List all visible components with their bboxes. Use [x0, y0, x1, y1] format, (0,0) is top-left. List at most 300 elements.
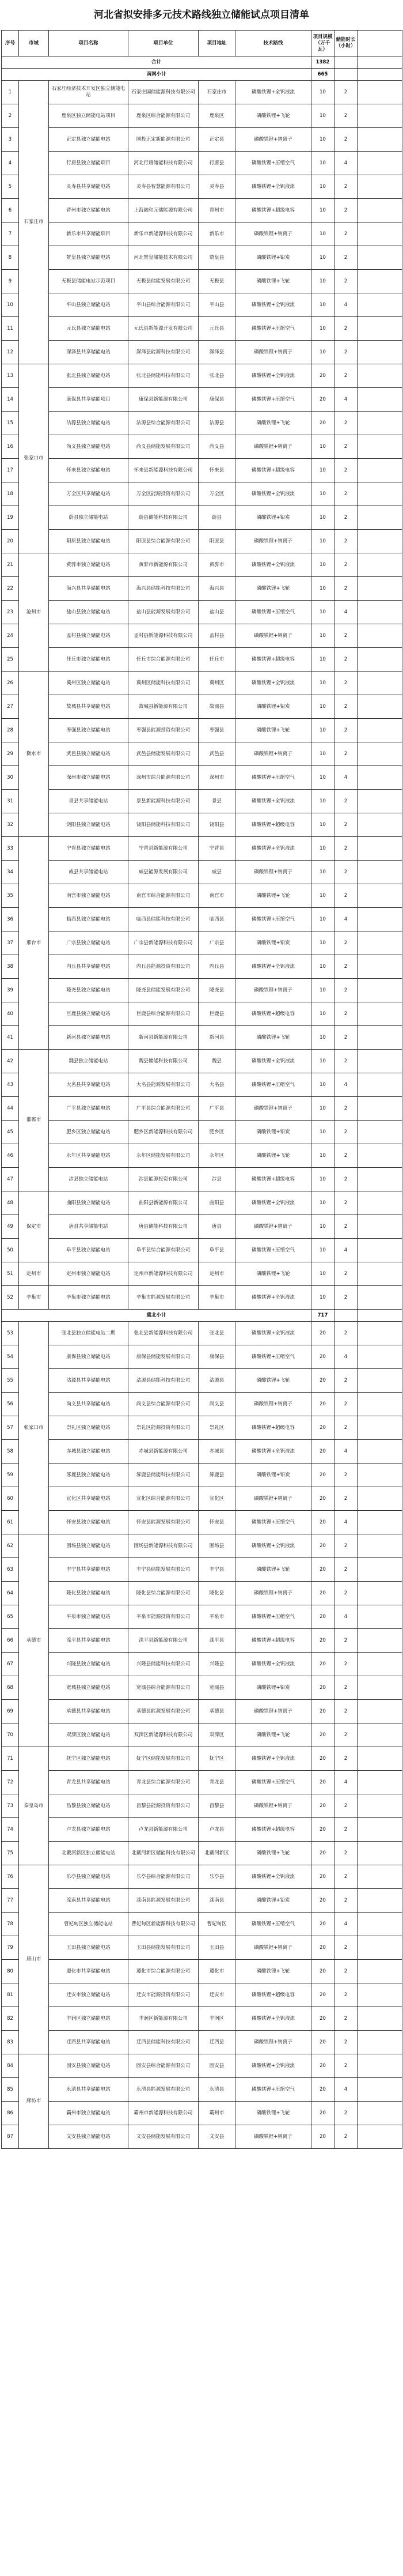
cell-project-name: 丰宁县共享储能电站: [49, 1558, 128, 1582]
cell-blank: [358, 2102, 402, 2125]
cell-tech: 磷酸铁锂+压缩空气: [235, 1073, 311, 1097]
cell-project-name: 蔚县独立储能电站: [49, 506, 128, 530]
cell-project-name: 沽源县共享储能电站: [49, 1369, 128, 1393]
cell-tech: 磷酸铁锂+飞轮: [235, 1558, 311, 1582]
cell-owner: 承德县能源发展有限公司: [128, 1700, 199, 1723]
table-row: [2, 1794, 402, 1818]
table-row: [2, 104, 402, 128]
cell-blank: [358, 695, 402, 719]
cell-tech: 磷酸铁锂+钠离子: [235, 1487, 311, 1511]
cell-duration: 2: [334, 1936, 358, 1960]
cell-location: 冀州区: [199, 672, 235, 695]
cell-owner: 涉县能源投资有限公司: [128, 1168, 199, 1191]
cell-no: 84: [2, 2054, 19, 2078]
cell-owner: 丰宁县储能发展有限公司: [128, 1558, 199, 1582]
cell-blank: [358, 1842, 402, 1865]
cell-duration: 2: [334, 742, 358, 766]
table-row: [2, 293, 402, 317]
cell-owner: 饶阳县储能科技有限公司: [128, 813, 199, 837]
table-row: [2, 459, 402, 482]
cell-owner: 双滦区新能源科技有限公司: [128, 1723, 199, 1747]
cell-project-name: 任丘市独立储能电站: [49, 648, 128, 672]
cell-tech: 磷酸铁锂+铅炭: [235, 1121, 311, 1144]
cell-project-name: 南宫市独立储能电站: [49, 884, 128, 908]
table-row: [2, 837, 402, 861]
cell-scale: 10: [311, 1286, 334, 1310]
cell-scale: 20: [311, 1676, 334, 1700]
cell-owner: 河北赞皇储能技术有限公司: [128, 246, 199, 270]
cell-project-name: 深泽县共享储能电站: [49, 341, 128, 364]
cell-tech: 磷酸铁锂+钠离子: [235, 624, 311, 648]
cell-location: 兴隆县: [199, 1653, 235, 1676]
subtotal-blank: [334, 69, 358, 81]
cell-scale: 10: [311, 1239, 334, 1262]
cell-no: 68: [2, 1676, 19, 1700]
cell-scale: 10: [311, 293, 334, 317]
cell-project-name: 新河县独立储能电站: [49, 1026, 128, 1050]
cell-location: 沽源县: [199, 412, 235, 435]
cell-duration: 2: [334, 2125, 358, 2149]
cell-scale: 20: [311, 1865, 334, 1889]
cell-scale: 10: [311, 104, 334, 128]
cell-location: 万全区: [199, 482, 235, 506]
cell-duration: 2: [334, 861, 358, 884]
table-row: [2, 2102, 402, 2125]
cell-duration: 2: [334, 1097, 358, 1121]
cell-no: 58: [2, 1440, 19, 1464]
cell-project-name: 霸州市独立储能电站: [49, 2102, 128, 2125]
cell-owner: 青龙县综合能源有限公司: [128, 1771, 199, 1794]
cell-project-name: 玉田县独立储能电站: [49, 1936, 128, 1960]
cell-blank: [358, 908, 402, 931]
cell-location: 沽源县: [199, 1369, 235, 1393]
cell-blank: [358, 246, 402, 270]
table-row: [2, 1215, 402, 1239]
subtotal-row-north: [2, 1310, 402, 1322]
table-row: [2, 246, 402, 270]
header-scale: 项目规模（万千瓦）: [311, 31, 334, 56]
cell-location: 怀来县: [199, 459, 235, 482]
cell-scale: 20: [311, 1511, 334, 1534]
cell-tech: 磷酸铁锂+飞轮: [235, 412, 311, 435]
table-row: [2, 175, 402, 199]
cell-owner: 临西县储能科技有限公司: [128, 908, 199, 931]
cell-duration: 2: [334, 1026, 358, 1050]
cell-duration: 2: [334, 931, 358, 955]
cell-duration: 2: [334, 1215, 358, 1239]
cell-location: 康保县: [199, 1345, 235, 1369]
cell-blank: [358, 2031, 402, 2054]
table-row: [2, 2125, 402, 2149]
cell-blank: [358, 1534, 402, 1558]
cell-scale: 20: [311, 1416, 334, 1440]
cell-tech: 磷酸铁锂+铅炭: [235, 1464, 311, 1487]
table-row: [2, 341, 402, 364]
cell-scale: 20: [311, 1393, 334, 1416]
cell-owner: 张北县新能源科技有限公司: [128, 1322, 199, 1345]
table-row: [2, 1191, 402, 1215]
cell-location: 新河县: [199, 1026, 235, 1050]
cell-blank: [358, 553, 402, 577]
cell-no: 27: [2, 695, 19, 719]
cell-tech: 磷酸铁锂+飞轮: [235, 2102, 311, 2125]
cell-owner: 固安县综合能源有限公司: [128, 2054, 199, 2078]
cell-blank: [358, 412, 402, 435]
cell-owner: 万全区能源投资有限公司: [128, 482, 199, 506]
cell-scale: 20: [311, 1369, 334, 1393]
cell-tech: 磷酸铁锂+铅炭: [235, 931, 311, 955]
cell-scale: 10: [311, 577, 334, 601]
cell-duration: 2: [334, 695, 358, 719]
cell-tech: 磷酸铁锂+飞轮: [235, 104, 311, 128]
cell-blank: [358, 1747, 402, 1771]
table-row: [2, 624, 402, 648]
cell-tech: 磷酸铁锂+超级电容: [235, 1416, 311, 1440]
cell-project-name: 深州市独立储能电站: [49, 766, 128, 790]
cell-no: 45: [2, 1121, 19, 1144]
cell-tech: 磷酸铁锂+压缩空气: [235, 1345, 311, 1369]
cell-blank: [358, 199, 402, 222]
table-row: [2, 1239, 402, 1262]
cell-duration: 2: [334, 1842, 358, 1865]
cell-project-name: 宽城县独立储能电站: [49, 1676, 128, 1700]
cell-scale: 20: [311, 2125, 334, 2149]
cell-duration: 2: [334, 1168, 358, 1191]
cell-scale: 10: [311, 719, 334, 742]
cell-owner: 围场县新能源科技有限公司: [128, 1534, 199, 1558]
cell-owner: 武邑县储能发展有限公司: [128, 742, 199, 766]
cell-blank: [358, 1676, 402, 1700]
cell-city: 邢台市: [19, 837, 49, 1050]
cell-no: 2: [2, 104, 19, 128]
cell-owner: 威县能源发展有限公司: [128, 861, 199, 884]
cell-no: 73: [2, 1794, 19, 1818]
cell-city: 邯郸市: [19, 1050, 49, 1191]
cell-tech: 磷酸铁锂+钠离子: [235, 1097, 311, 1121]
cell-project-name: 巨鹿县独立储能电站: [49, 1002, 128, 1026]
cell-no: 53: [2, 1322, 19, 1345]
cell-blank: [358, 341, 402, 364]
cell-owner: 冀州区储能科技有限公司: [128, 672, 199, 695]
cell-scale: 20: [311, 1913, 334, 1936]
cell-owner: 广平县综合能源有限公司: [128, 1097, 199, 1121]
cell-scale: 20: [311, 1534, 334, 1558]
table-row: [2, 1121, 402, 1144]
cell-location: 乐亭县: [199, 1865, 235, 1889]
cell-tech: 磷酸铁锂+超级电容: [235, 1818, 311, 1842]
header-blank: [358, 31, 402, 56]
table-row: [2, 1818, 402, 1842]
cell-owner: 孟村县新能源科技有限公司: [128, 624, 199, 648]
cell-blank: [358, 435, 402, 459]
cell-location: 灵寿县: [199, 175, 235, 199]
cell-scale: 20: [311, 1558, 334, 1582]
cell-project-name: 文安县独立储能电站: [49, 2125, 128, 2149]
table-row: [2, 1487, 402, 1511]
cell-city: 保定市: [19, 1191, 49, 1262]
cell-location: 威县: [199, 861, 235, 884]
table-row: [2, 388, 402, 412]
cell-location: 石家庄市: [199, 81, 235, 104]
cell-owner: 黄骅市新能源有限公司: [128, 553, 199, 577]
cell-project-name: 康保县独立储能电站: [49, 1345, 128, 1369]
cell-owner: 定州市新能源科技有限公司: [128, 1262, 199, 1286]
cell-duration: 2: [334, 1723, 358, 1747]
cell-project-name: 宁晋县独立储能电站: [49, 837, 128, 861]
cell-tech: 磷酸铁锂+钠离子: [235, 341, 311, 364]
table-row: [2, 979, 402, 1002]
cell-scale: 20: [311, 1723, 334, 1747]
cell-location: 黄骅市: [199, 553, 235, 577]
cell-blank: [358, 1511, 402, 1534]
cell-project-name: 饶阳县独立储能电站: [49, 813, 128, 837]
cell-scale: 20: [311, 1629, 334, 1653]
cell-duration: 2: [334, 1262, 358, 1286]
cell-tech: 磷酸铁锂+压缩空气: [235, 317, 311, 341]
cell-no: 11: [2, 317, 19, 341]
table-row: [2, 81, 402, 104]
table-row: [2, 1629, 402, 1653]
cell-project-name: 滦南县共享储能电站: [49, 1889, 128, 1913]
cell-owner: 抚宁区储能发展有限公司: [128, 1747, 199, 1771]
cell-owner: 滦平县新能源有限公司: [128, 1629, 199, 1653]
cell-scale: 10: [311, 884, 334, 908]
cell-duration: 2: [334, 412, 358, 435]
cell-no: 20: [2, 530, 19, 553]
table-row: [2, 790, 402, 813]
cell-blank: [358, 2007, 402, 2031]
cell-location: 北戴河新区: [199, 1842, 235, 1865]
cell-location: 任丘市: [199, 648, 235, 672]
cell-owner: 石家庄国储能源科技有限公司: [128, 81, 199, 104]
table-row: [2, 199, 402, 222]
cell-project-name: 隆尧县独立储能电站: [49, 979, 128, 1002]
table-row: [2, 2078, 402, 2102]
cell-no: 65: [2, 1605, 19, 1629]
cell-city: 辛集市: [19, 1286, 49, 1310]
cell-blank: [358, 1002, 402, 1026]
cell-project-name: 辛集市独立储能电站: [49, 1286, 128, 1310]
cell-project-name: 内丘县共享储能电站: [49, 955, 128, 979]
table-row: [2, 1700, 402, 1723]
cell-scale: 10: [311, 790, 334, 813]
cell-no: 78: [2, 1913, 19, 1936]
cell-tech: 磷酸铁锂+超级电容: [235, 1002, 311, 1026]
cell-duration: 2: [334, 1144, 358, 1168]
table-row: [2, 672, 402, 695]
cell-duration: 4: [334, 1073, 358, 1097]
cell-owner: 昌黎县能源投资有限公司: [128, 1794, 199, 1818]
cell-no: 7: [2, 222, 19, 246]
cell-city: 石家庄市: [19, 81, 49, 364]
header-duration: 储能时长（小时）: [334, 31, 358, 56]
cell-blank: [358, 790, 402, 813]
cell-blank: [358, 1582, 402, 1605]
cell-scale: 10: [311, 979, 334, 1002]
cell-no: 30: [2, 766, 19, 790]
cell-tech: 磷酸铁锂+钠离子: [235, 1393, 311, 1416]
cell-location: 隆尧县: [199, 979, 235, 1002]
cell-owner: 北戴河新区储能科技有限公司: [128, 1842, 199, 1865]
table-row: [2, 1440, 402, 1464]
cell-no: 85: [2, 2078, 19, 2102]
cell-scale: 10: [311, 246, 334, 270]
cell-owner: 元氏县新能源开发有限公司: [128, 317, 199, 341]
cell-owner: 曲阳县新能源有限公司: [128, 1191, 199, 1215]
table-row: [2, 766, 402, 790]
cell-location: 昌黎县: [199, 1794, 235, 1818]
cell-duration: 2: [334, 955, 358, 979]
cell-project-name: 黄骅市独立储能电站: [49, 553, 128, 577]
cell-tech: 磷酸铁锂+全钒液流: [235, 790, 311, 813]
cell-location: 曹妃甸区: [199, 1913, 235, 1936]
subtotal-blank-2: [358, 69, 402, 81]
cell-duration: 2: [334, 837, 358, 861]
subtotal-value: 717: [311, 1310, 334, 1322]
cell-tech: 磷酸铁锂+全钒液流: [235, 2054, 311, 2078]
cell-duration: 2: [334, 1393, 358, 1416]
cell-no: 69: [2, 1700, 19, 1723]
table-row: [2, 601, 402, 624]
cell-location: 深泽县: [199, 341, 235, 364]
cell-no: 44: [2, 1097, 19, 1121]
cell-no: 74: [2, 1818, 19, 1842]
cell-no: 47: [2, 1168, 19, 1191]
cell-blank: [358, 1487, 402, 1511]
cell-project-name: 武邑县独立储能电站: [49, 742, 128, 766]
table-row: [2, 1842, 402, 1865]
cell-no: 63: [2, 1558, 19, 1582]
cell-project-name: 孟村县独立储能电站: [49, 624, 128, 648]
cell-location: 海兴县: [199, 577, 235, 601]
cell-location: 临西县: [199, 908, 235, 931]
cell-tech: 磷酸铁锂+钠离子: [235, 979, 311, 1002]
table-row: [2, 1050, 402, 1073]
cell-scale: 10: [311, 648, 334, 672]
table-row: [2, 317, 402, 341]
table-row: [2, 435, 402, 459]
table-row: [2, 1582, 402, 1605]
cell-duration: 2: [334, 1286, 358, 1310]
cell-duration: 4: [334, 1771, 358, 1794]
cell-city: 廊坊市: [19, 2054, 49, 2149]
cell-tech: 磷酸铁锂+全钒液流: [235, 1286, 311, 1310]
table-row: [2, 931, 402, 955]
header-owner: 项目单位: [128, 31, 199, 56]
cell-location: 玉田县: [199, 1936, 235, 1960]
cell-project-name: 行唐县独立储能项目: [49, 152, 128, 175]
cell-location: 滦南县: [199, 1889, 235, 1913]
cell-location: 丰宁县: [199, 1558, 235, 1582]
cell-city: 张家口市: [19, 1322, 49, 1534]
cell-no: 18: [2, 482, 19, 506]
cell-location: 晋州市: [199, 199, 235, 222]
cell-city: 衡水市: [19, 672, 49, 837]
cell-scale: 10: [311, 222, 334, 246]
cell-duration: 4: [334, 1345, 358, 1369]
cell-scale: 10: [311, 128, 334, 152]
cell-duration: 2: [334, 270, 358, 293]
cell-owner: 深州市综合能源有限公司: [128, 766, 199, 790]
cell-scale: 10: [311, 435, 334, 459]
cell-duration: 2: [334, 1983, 358, 2007]
cell-no: 22: [2, 577, 19, 601]
cell-owner: 赤城县新能源有限公司: [128, 1440, 199, 1464]
cell-tech: 磷酸铁锂+压缩空气: [235, 766, 311, 790]
cell-owner: 内丘县能源投资有限公司: [128, 955, 199, 979]
cell-tech: 磷酸铁锂+钠离子: [235, 1794, 311, 1818]
cell-location: 宣化区: [199, 1487, 235, 1511]
cell-scale: 20: [311, 364, 334, 388]
cell-project-name: 怀安县独立储能电站: [49, 1511, 128, 1534]
table-row: [2, 1534, 402, 1558]
cell-location: 定州市: [199, 1262, 235, 1286]
cell-tech: 磷酸铁锂+压缩空气: [235, 1239, 311, 1262]
cell-scale: 10: [311, 530, 334, 553]
table-row: [2, 1511, 402, 1534]
cell-blank: [358, 1865, 402, 1889]
table-row: [2, 719, 402, 742]
cell-owner: 南宫市综合能源有限公司: [128, 884, 199, 908]
cell-duration: 2: [334, 884, 358, 908]
table-row: [2, 908, 402, 931]
cell-location: 元氏县: [199, 317, 235, 341]
cell-location: 固安县: [199, 2054, 235, 2078]
cell-no: 75: [2, 1842, 19, 1865]
cell-owner: 鹿泉区综合能源有限公司: [128, 104, 199, 128]
cell-location: 孟村县: [199, 624, 235, 648]
table-header-row: [2, 31, 402, 56]
cell-owner: 新乐市新能源科技有限公司: [128, 222, 199, 246]
cell-blank: [358, 719, 402, 742]
cell-duration: 2: [334, 1121, 358, 1144]
cell-location: 平山县: [199, 293, 235, 317]
cell-project-name: 海兴县共享储能电站: [49, 577, 128, 601]
cell-tech: 磷酸铁锂+压缩空气: [235, 1771, 311, 1794]
cell-duration: 4: [334, 152, 358, 175]
cell-blank: [358, 1889, 402, 1913]
cell-project-name: 盐山县独立储能电站: [49, 601, 128, 624]
cell-duration: 2: [334, 459, 358, 482]
cell-project-name: 阳原县独立储能电站: [49, 530, 128, 553]
cell-blank: [358, 884, 402, 908]
cell-owner: 深泽县能源科技有限公司: [128, 341, 199, 364]
cell-location: 遵化市: [199, 1960, 235, 1983]
cell-no: 38: [2, 955, 19, 979]
cell-no: 6: [2, 199, 19, 222]
cell-no: 41: [2, 1026, 19, 1050]
cell-duration: 2: [334, 175, 358, 199]
table-row: [2, 1865, 402, 1889]
cell-project-name: 张北县独立储能电站: [49, 364, 128, 388]
cell-city: 定州市: [19, 1262, 49, 1286]
cell-location: 景县: [199, 790, 235, 813]
cell-project-name: 唐县共享储能电站: [49, 1215, 128, 1239]
cell-tech: 磷酸铁锂+钠离子: [235, 128, 311, 152]
cell-project-name: 广宗县独立储能电站: [49, 931, 128, 955]
cell-project-name: 冀州区独立储能电站: [49, 672, 128, 695]
cell-no: 66: [2, 1629, 19, 1653]
cell-owner: 张北县储能科技有限公司: [128, 364, 199, 388]
cell-tech: 磷酸铁锂+飞轮: [235, 270, 311, 293]
cell-no: 8: [2, 246, 19, 270]
cell-project-name: 遵化市共享储能电站: [49, 1960, 128, 1983]
cell-duration: 2: [334, 2054, 358, 2078]
cell-blank: [358, 931, 402, 955]
cell-owner: 迁西县储能科技有限公司: [128, 2031, 199, 2054]
cell-location: 盐山县: [199, 601, 235, 624]
cell-scale: 10: [311, 1073, 334, 1097]
